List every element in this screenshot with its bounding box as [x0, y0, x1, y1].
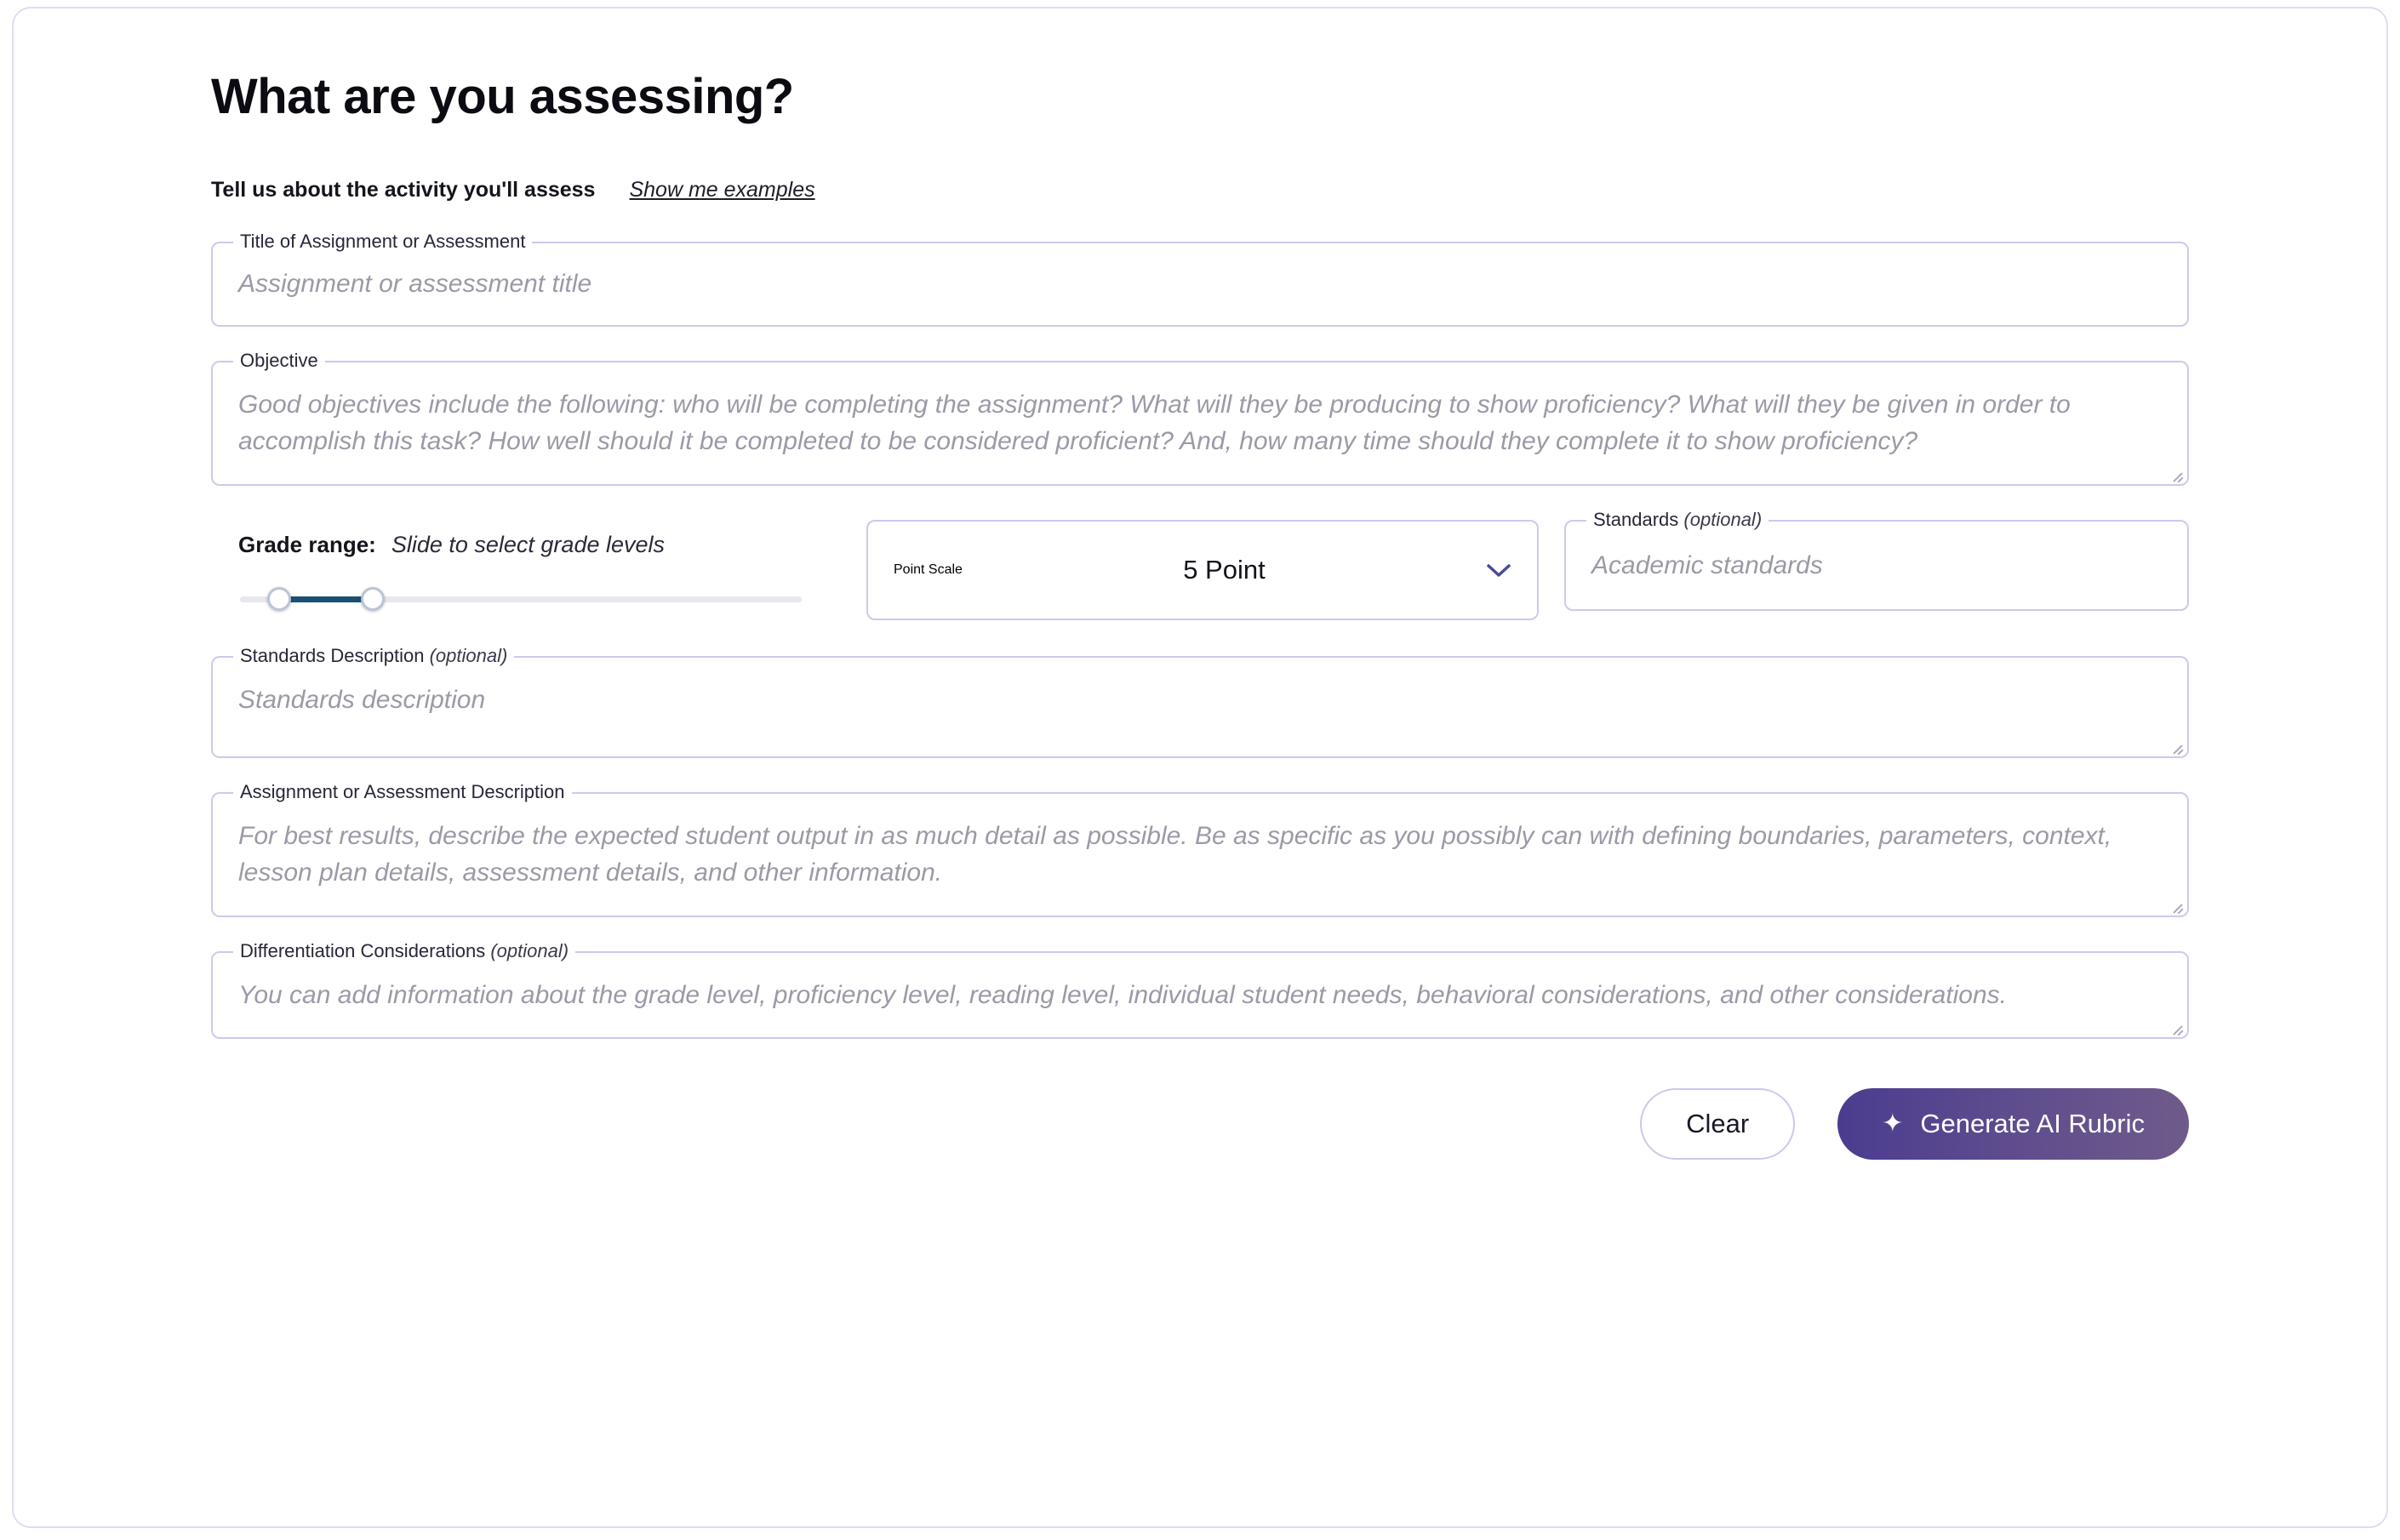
grade-range-label: Grade range: [238, 531, 376, 557]
resize-handle-icon[interactable] [2170, 1020, 2184, 1034]
grade-range-group [211, 520, 841, 611]
point-scale-value: 5 Point [1183, 554, 1266, 585]
assignment-description-textarea[interactable]: For best results, describe the expected student output in as much detail as possible. Be as specific as you possibly can with defining boundaries, parameters, context, lesson plan details, assessment details, and other information. [238, 821, 2112, 887]
sparkle-icon: ✦ [1882, 1109, 1904, 1138]
grade-range-slider[interactable] [240, 587, 802, 611]
point-scale-group [866, 520, 1539, 620]
slider-selected-range [279, 596, 373, 602]
assessment-form-card [12, 7, 2388, 1528]
assignment-description-field[interactable] [211, 780, 2189, 917]
resize-handle-icon[interactable] [2170, 739, 2184, 753]
standards-group [1564, 508, 2189, 612]
form-subheading: Tell us about the activity you'll assess [211, 178, 596, 202]
standards-description-textarea[interactable]: Standards description [238, 685, 486, 714]
slider-thumb-max[interactable] [361, 587, 385, 611]
title-field[interactable] [211, 231, 2189, 327]
show-me-examples-link[interactable]: Show me examples [629, 178, 815, 202]
differentiation-field[interactable] [211, 939, 2189, 1040]
generate-button-label: Generate AI Rubric [1920, 1109, 2145, 1138]
objective-field[interactable] [211, 349, 2189, 486]
objective-field-label: Objective [233, 350, 325, 372]
differentiation-label: Differentiation Considerations (optional) [233, 940, 575, 962]
standards-field[interactable] [1564, 508, 2189, 612]
grade-point-standards-row [211, 508, 2189, 620]
clear-button[interactable]: Clear [1640, 1088, 1795, 1160]
point-scale-select[interactable] [866, 520, 1539, 620]
title-input[interactable]: Assignment or assessment title [238, 270, 592, 298]
standards-field-label: Standards (optional) [1586, 509, 1769, 531]
standards-input[interactable]: Academic standards [1591, 550, 1823, 579]
subhead-row [211, 178, 2189, 202]
generate-ai-rubric-button[interactable] [1837, 1088, 2189, 1160]
title-field-label: Title of Assignment or Assessment [233, 231, 532, 253]
point-scale-label: Point Scale [894, 562, 963, 577]
resize-handle-icon[interactable] [2170, 898, 2184, 912]
standards-description-label: Standards Description (optional) [233, 645, 514, 667]
standards-optional-tag: (optional) [1683, 508, 1763, 530]
chevron-down-icon[interactable] [1486, 562, 1511, 578]
page-title: What are you assessing? [211, 69, 794, 124]
resize-handle-icon[interactable] [2170, 467, 2184, 481]
assignment-description-label: Assignment or Assessment Description [233, 781, 572, 803]
slider-thumb-min[interactable] [267, 587, 291, 611]
form-actions [211, 1088, 2189, 1160]
differentiation-optional-tag: (optional) [490, 939, 569, 961]
objective-textarea[interactable]: Good objectives include the following: who will be completing the assignment? What will they be producing to show proficiency? What will they be given in order to accomplish this task? How well should it be completed to be considered proficient? And, how many time should they complete it to show proficiency? [238, 390, 2071, 455]
standards-description-field[interactable] [211, 644, 2189, 758]
grade-range-hint: Slide to select grade levels [391, 531, 666, 557]
differentiation-textarea[interactable]: You can add information about the grade level, proficiency level, reading level, individual student needs, behavioral considerations, and other considerations. [238, 980, 2007, 1009]
standards-description-optional-tag: (optional) [429, 644, 508, 666]
